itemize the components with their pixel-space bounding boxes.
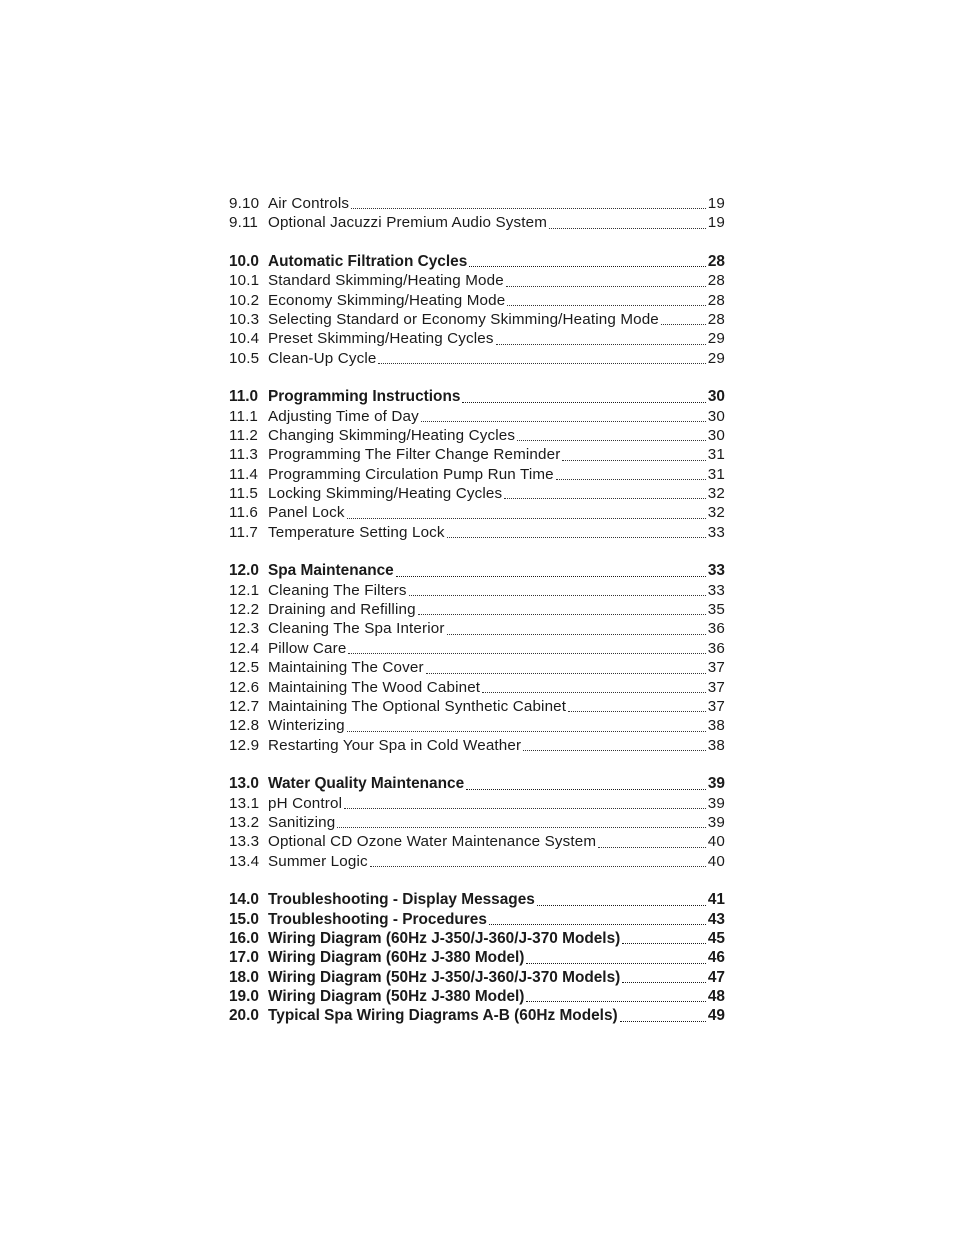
entry-title: Automatic Filtration Cycles <box>268 252 468 270</box>
toc-subsection-entry[interactable] <box>229 736 725 755</box>
dot-leader <box>469 252 706 271</box>
entry-number: 10.2 <box>229 291 260 309</box>
entry-page-number: 30 <box>707 388 725 406</box>
entry-number: 11.1 <box>229 407 259 425</box>
entry-page-number: 37 <box>707 697 725 715</box>
entry-title: Selecting Standard or Economy Skimming/Heating Mode <box>268 310 659 328</box>
toc-chapter-entry[interactable] <box>229 987 725 1006</box>
entry-page-number: 31 <box>707 465 725 483</box>
entry-page-number: 43 <box>707 910 725 928</box>
entry-number: 12.3 <box>229 620 260 638</box>
toc-chapter-entry[interactable] <box>229 910 725 929</box>
entry-page-number: 28 <box>707 291 725 309</box>
entry-number: 13.3 <box>229 833 260 851</box>
dot-leader <box>418 600 706 619</box>
entry-number: 14.0 <box>229 891 259 909</box>
toc-subsection-entry[interactable] <box>229 639 725 658</box>
entry-title: Maintaining The Optional Synthetic Cabinet <box>268 697 567 715</box>
toc-subsection-entry[interactable] <box>229 194 725 213</box>
toc-chapter-entry[interactable] <box>229 561 725 580</box>
dot-leader <box>568 697 706 716</box>
toc-subsection-entry[interactable] <box>229 600 725 619</box>
toc-subsection-entry[interactable] <box>229 349 725 368</box>
toc-section <box>229 252 725 368</box>
dot-leader <box>622 968 706 987</box>
entry-title: Programming Circulation Pump Run Time <box>268 465 554 483</box>
entry-number: 12.8 <box>229 717 260 735</box>
entry-title: Locking Skimming/Heating Cycles <box>268 485 503 503</box>
entry-title: Temperature Setting Lock <box>268 523 445 541</box>
entry-title: Wiring Diagram (60Hz J-350/J-360/J-370 Models) <box>268 929 621 947</box>
entry-number: 13.0 <box>229 775 259 793</box>
dot-leader <box>549 213 706 232</box>
entry-number: 11.0 <box>229 388 259 406</box>
entry-number: 12.2 <box>229 601 260 619</box>
entry-page-number: 45 <box>707 929 725 947</box>
entry-number: 20.0 <box>229 1007 259 1025</box>
toc-subsection-entry[interactable] <box>229 503 725 522</box>
toc-subsection-entry[interactable] <box>229 658 725 677</box>
dot-leader <box>447 619 706 638</box>
dot-leader <box>556 465 706 484</box>
entry-number: 16.0 <box>229 929 259 947</box>
entry-number: 11.7 <box>229 523 259 541</box>
dot-leader <box>462 387 705 406</box>
entry-number: 10.5 <box>229 349 260 367</box>
entry-page-number: 33 <box>707 581 725 599</box>
toc-subsection-entry[interactable] <box>229 813 725 832</box>
toc-chapter-entry[interactable] <box>229 1006 725 1025</box>
dot-leader <box>351 194 706 213</box>
entry-number: 11.2 <box>229 426 259 444</box>
dot-leader <box>370 852 706 871</box>
entry-page-number: 38 <box>707 717 725 735</box>
entry-title: Preset Skimming/Heating Cycles <box>268 330 494 348</box>
entry-title: Air Controls <box>268 195 350 212</box>
entry-number: 10.4 <box>229 330 260 348</box>
toc-subsection-entry[interactable] <box>229 794 725 813</box>
entry-title: Cleaning The Spa Interior <box>268 620 445 638</box>
entry-title: Programming Instructions <box>268 388 461 406</box>
entry-title: Programming The Filter Change Reminder <box>268 446 561 464</box>
entry-page-number: 33 <box>707 523 725 541</box>
toc-chapter-entry[interactable] <box>229 948 725 967</box>
entry-page-number: 39 <box>707 813 725 831</box>
toc-subsection-entry[interactable] <box>229 271 725 290</box>
dot-leader <box>466 774 706 793</box>
toc-subsection-entry[interactable] <box>229 426 725 445</box>
toc-subsection-entry[interactable] <box>229 852 725 871</box>
entry-title: Cleaning The Filters <box>268 581 407 599</box>
dot-leader <box>523 736 706 755</box>
dot-leader <box>622 929 706 948</box>
toc-chapter-entry[interactable] <box>229 774 725 793</box>
entry-title: Maintaining The Cover <box>268 659 424 677</box>
entry-page-number: 47 <box>707 968 725 986</box>
entry-title: Pillow Care <box>268 639 347 657</box>
entry-title: Water Quality Maintenance <box>268 775 465 793</box>
entry-number: 19.0 <box>229 988 259 1006</box>
dot-leader <box>426 658 706 677</box>
entry-title: Restarting Your Spa in Cold Weather <box>268 736 522 754</box>
entry-number: 17.0 <box>229 949 259 967</box>
entry-number: 12.5 <box>229 659 260 677</box>
entry-number: 13.1 <box>229 794 260 812</box>
entry-title: pH Control <box>268 794 343 812</box>
entry-page-number: 41 <box>707 891 725 909</box>
entry-page-number: 36 <box>707 620 725 638</box>
entry-title: Sanitizing <box>268 813 336 831</box>
dot-leader <box>347 503 706 522</box>
entry-title: Wiring Diagram (60Hz J-380 Model) <box>268 949 525 967</box>
toc-subsection-entry[interactable] <box>229 445 725 464</box>
entry-title: Winterizing <box>268 717 345 735</box>
entry-page-number: 37 <box>707 678 725 696</box>
dot-leader <box>526 948 705 967</box>
entry-title: Typical Spa Wiring Diagrams A-B (60Hz Models) <box>268 1007 618 1025</box>
toc-subsection-entry[interactable] <box>229 716 725 735</box>
entry-page-number: 39 <box>707 794 725 812</box>
dot-leader <box>507 291 705 310</box>
entry-page-number: 40 <box>707 852 725 870</box>
entry-number: 11.6 <box>229 504 259 522</box>
entry-number: 12.9 <box>229 736 260 754</box>
toc-subsection-entry[interactable] <box>229 407 725 426</box>
entry-number: 13.2 <box>229 813 260 831</box>
dot-leader <box>598 832 706 851</box>
entry-page-number: 30 <box>707 407 725 425</box>
dot-leader <box>620 1006 706 1025</box>
entry-number: 10.0 <box>229 252 259 270</box>
toc-chapter-entry[interactable] <box>229 968 725 987</box>
entry-number: 11.4 <box>229 465 259 483</box>
entry-title: Wiring Diagram (50Hz J-380 Model) <box>268 988 525 1006</box>
entry-number: 12.6 <box>229 678 260 696</box>
dot-leader <box>482 678 706 697</box>
dot-leader <box>337 813 705 832</box>
entry-number: 13.4 <box>229 852 260 870</box>
entry-title: Summer Logic <box>268 852 368 870</box>
entry-page-number: 30 <box>707 426 725 444</box>
entry-title: Optional CD Ozone Water Maintenance System <box>268 833 597 851</box>
dot-leader <box>344 794 706 813</box>
entry-number: 15.0 <box>229 910 259 928</box>
entry-title: Maintaining The Wood Cabinet <box>268 678 481 696</box>
toc-section <box>229 194 725 233</box>
entry-title: Troubleshooting - Display Messages <box>268 891 535 909</box>
table-of-contents <box>229 194 725 1026</box>
entry-page-number: 32 <box>707 504 725 522</box>
dot-leader <box>489 910 706 929</box>
entry-title: Standard Skimming/Heating Mode <box>268 272 504 290</box>
entry-title: Panel Lock <box>268 504 345 522</box>
toc-section <box>229 561 725 755</box>
entry-title: Draining and Refilling <box>268 601 416 619</box>
entry-number: 12.7 <box>229 697 260 715</box>
toc-chapter-entry[interactable] <box>229 387 725 406</box>
toc-section <box>229 890 725 1026</box>
entry-page-number: 31 <box>707 446 725 464</box>
toc-section <box>229 387 725 542</box>
entry-title: Wiring Diagram (50Hz J-350/J-360/J-370 Models) <box>268 968 621 986</box>
toc-subsection-entry[interactable] <box>229 523 725 542</box>
dot-leader <box>562 445 705 464</box>
entry-title: Changing Skimming/Heating Cycles <box>268 426 516 444</box>
dot-leader <box>378 349 705 368</box>
toc-chapter-entry[interactable] <box>229 929 725 948</box>
entry-page-number: 38 <box>707 736 725 754</box>
toc-subsection-entry[interactable] <box>229 329 725 348</box>
entry-page-number: 32 <box>707 485 725 503</box>
entry-title: Optional Jacuzzi Premium Audio System <box>268 214 548 232</box>
dot-leader <box>347 716 706 735</box>
dot-leader <box>496 329 706 348</box>
entry-number: 9.10 <box>229 195 260 212</box>
toc-subsection-entry[interactable] <box>229 465 725 484</box>
entry-page-number: 28 <box>707 272 725 290</box>
toc-subsection-entry[interactable] <box>229 484 725 503</box>
dot-leader <box>348 639 705 658</box>
entry-title: Adjusting Time of Day <box>268 407 419 425</box>
entry-page-number: 29 <box>707 330 725 348</box>
entry-page-number: 19 <box>707 195 725 212</box>
dot-leader <box>537 890 706 909</box>
entry-number: 11.5 <box>229 485 259 503</box>
entry-page-number: 36 <box>707 639 725 657</box>
entry-page-number: 28 <box>707 310 725 328</box>
entry-number: 10.1 <box>229 272 260 290</box>
toc-subsection-entry[interactable] <box>229 213 725 232</box>
entry-number: 10.3 <box>229 310 260 328</box>
dot-leader <box>517 426 706 445</box>
toc-subsection-entry[interactable] <box>229 832 725 851</box>
dot-leader <box>506 271 706 290</box>
entry-title: Troubleshooting - Procedures <box>268 910 487 928</box>
toc-subsection-entry[interactable] <box>229 310 725 329</box>
entry-page-number: 35 <box>707 601 725 619</box>
entry-page-number: 49 <box>707 1007 725 1025</box>
entry-page-number: 28 <box>707 252 725 270</box>
entry-number: 12.0 <box>229 562 259 580</box>
entry-number: 11.3 <box>229 446 259 464</box>
toc-subsection-entry[interactable] <box>229 581 725 600</box>
dot-leader <box>504 484 706 503</box>
entry-title: Spa Maintenance <box>268 562 394 580</box>
toc-subsection-entry[interactable] <box>229 678 725 697</box>
dot-leader <box>447 523 706 542</box>
toc-subsection-entry[interactable] <box>229 697 725 716</box>
entry-page-number: 46 <box>707 949 725 967</box>
entry-title: Clean-Up Cycle <box>268 349 377 367</box>
toc-chapter-entry[interactable] <box>229 890 725 909</box>
entry-number: 12.1 <box>229 581 260 599</box>
entry-page-number: 37 <box>707 659 725 677</box>
entry-page-number: 48 <box>707 988 725 1006</box>
dot-leader <box>526 987 705 1006</box>
entry-page-number: 39 <box>707 775 725 793</box>
dot-leader <box>661 310 706 329</box>
toc-subsection-entry[interactable] <box>229 619 725 638</box>
toc-section <box>229 774 725 871</box>
entry-page-number: 19 <box>707 214 725 232</box>
entry-title: Economy Skimming/Heating Mode <box>268 291 506 309</box>
dot-leader <box>396 561 706 580</box>
entry-page-number: 40 <box>707 833 725 851</box>
dot-leader <box>421 407 706 426</box>
dot-leader <box>409 581 706 600</box>
toc-subsection-entry[interactable] <box>229 291 725 310</box>
toc-chapter-entry[interactable] <box>229 252 725 271</box>
entry-page-number: 33 <box>707 562 725 580</box>
entry-page-number: 29 <box>707 349 725 367</box>
entry-number: 18.0 <box>229 968 259 986</box>
entry-number: 12.4 <box>229 639 260 657</box>
entry-number: 9.11 <box>229 214 259 232</box>
